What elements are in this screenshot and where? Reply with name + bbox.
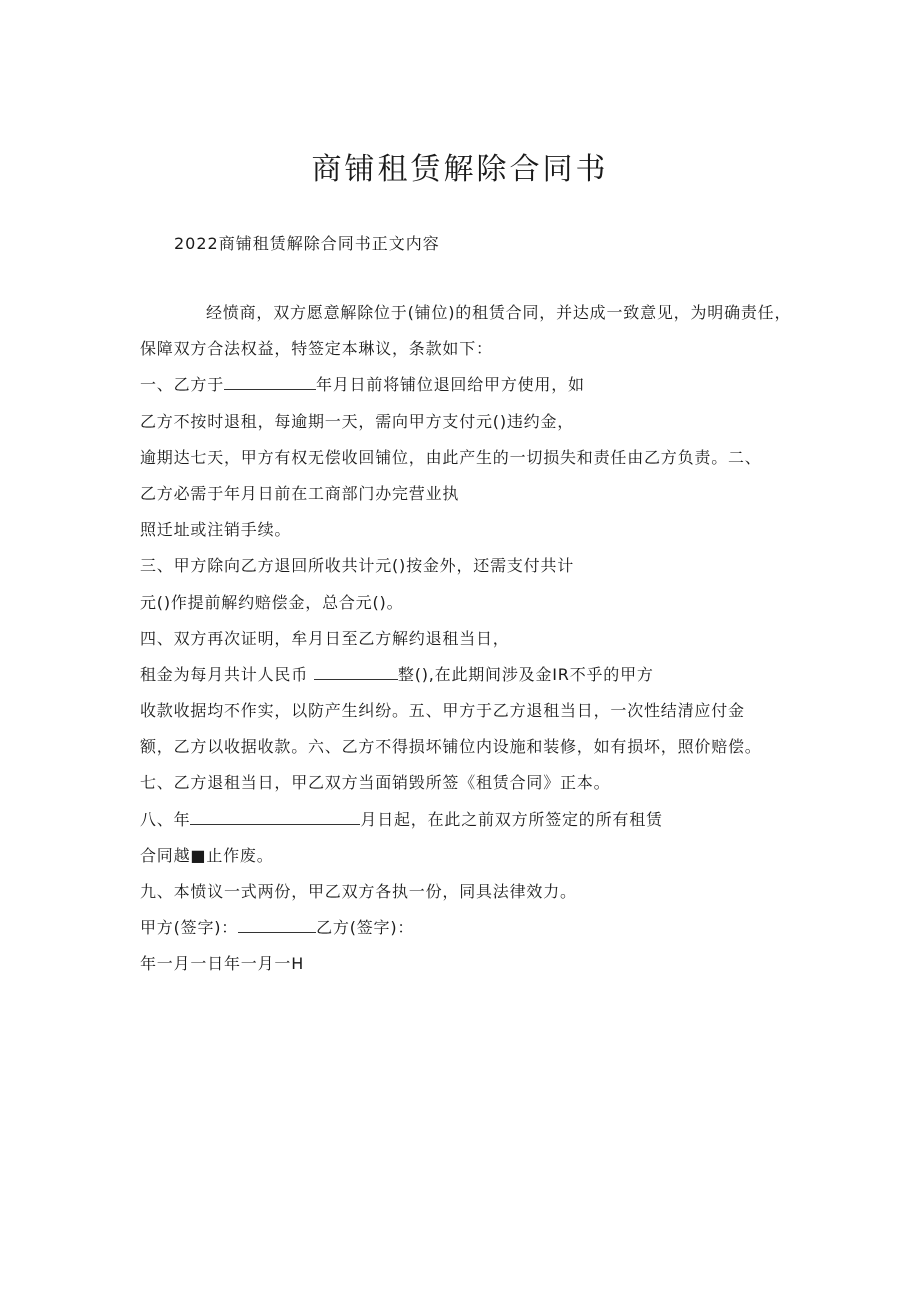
intro-line-1 [140,299,805,335]
text: 收款收据均不作实，以防产生纠纷。五、甲方于乙方退租当日，一次性结清应付金 [140,701,745,721]
clause-1-line-1 [140,371,805,407]
text: 九、本愤议一式两份，甲乙双方各执一份，同具法律效力。 [140,882,577,901]
clause-2-line-1 [140,480,805,516]
text: 乙方不按时退租，每逾期一天，需向甲方支付元()违约金， [140,411,575,431]
text: 一、乙方于 [140,375,225,395]
clause-8-line-1 [140,806,805,842]
text: 照迁址或注销手续。 [140,520,292,540]
clause-1-line-2 [140,408,805,444]
clause-2-line-2 [140,516,805,552]
text: 额，乙方以收据收款。六、乙方不得损坏铺位内设施和装修，如有损坏，照价赔偿。 [140,737,762,757]
clause-9-line [140,878,805,914]
text: 经愤商，双方愿意解除位于(铺位)的租赁合同，并达成一致意见，为明确责任， [206,303,792,322]
clause-7-line [140,769,805,805]
clause-4-line-3 [140,697,805,733]
clause-1-line-3 [140,444,805,480]
fill-blank [314,663,398,680]
document-title: 商铺租赁解除合同书 [311,152,609,187]
intro-line-2 [140,335,805,371]
clause-3-line-1 [140,552,805,588]
text: 三、甲方除向乙方退回所收共计元()按金外，还需支付共计 [140,556,575,576]
fill-blank [190,808,360,825]
fill-blank [224,373,316,390]
signature-blank [238,916,316,933]
clause-3-line-2 [140,589,805,625]
text: 整(),在此期间涉及金IR不乎的甲方 [397,664,654,684]
text: 乙方(签字)： [316,918,415,938]
date-line [140,950,805,986]
text: 月日起，在此之前双方所签定的所有租赁 [360,809,663,829]
text: 逾期达七天，甲方有权无偿收回铺位，由此产生的一切损失和责任由乙方负责。二、 [140,447,762,467]
text: 年一月一日年一月一H [140,954,305,974]
clause-4-line-2 [140,661,805,697]
text: 年月日前将铺位退回给甲方使用，如 [316,375,585,395]
text: 八、年 [140,809,191,829]
text: 甲方(签字)： [140,918,239,938]
text: 四、双方再次证明，牟月日至乙方解约退租当日， [140,628,510,648]
clause-5-line-1 [140,733,805,769]
text: 合同越■止作废。 [140,845,274,865]
text: 租金为每月共计人民币 [140,664,314,684]
text: 七、乙方退租当日，甲乙双方当面销毁所签《租赁合同》正本。 [140,773,611,793]
text: 保障双方合法权益，特签定本琳议，条款如下： [140,339,493,359]
text: 乙方必需于年月日前在工商部门办完营业执 [140,483,460,503]
document-subtitle: 2022商铺租赁解除合同书正文内容 [174,234,440,253]
text: 元()作提前解约赔偿金，总合元()。 [140,592,404,612]
clause-8-line-2 [140,842,805,878]
contract-body [140,299,805,987]
signature-line [140,914,805,950]
clause-4-line-1 [140,625,805,661]
